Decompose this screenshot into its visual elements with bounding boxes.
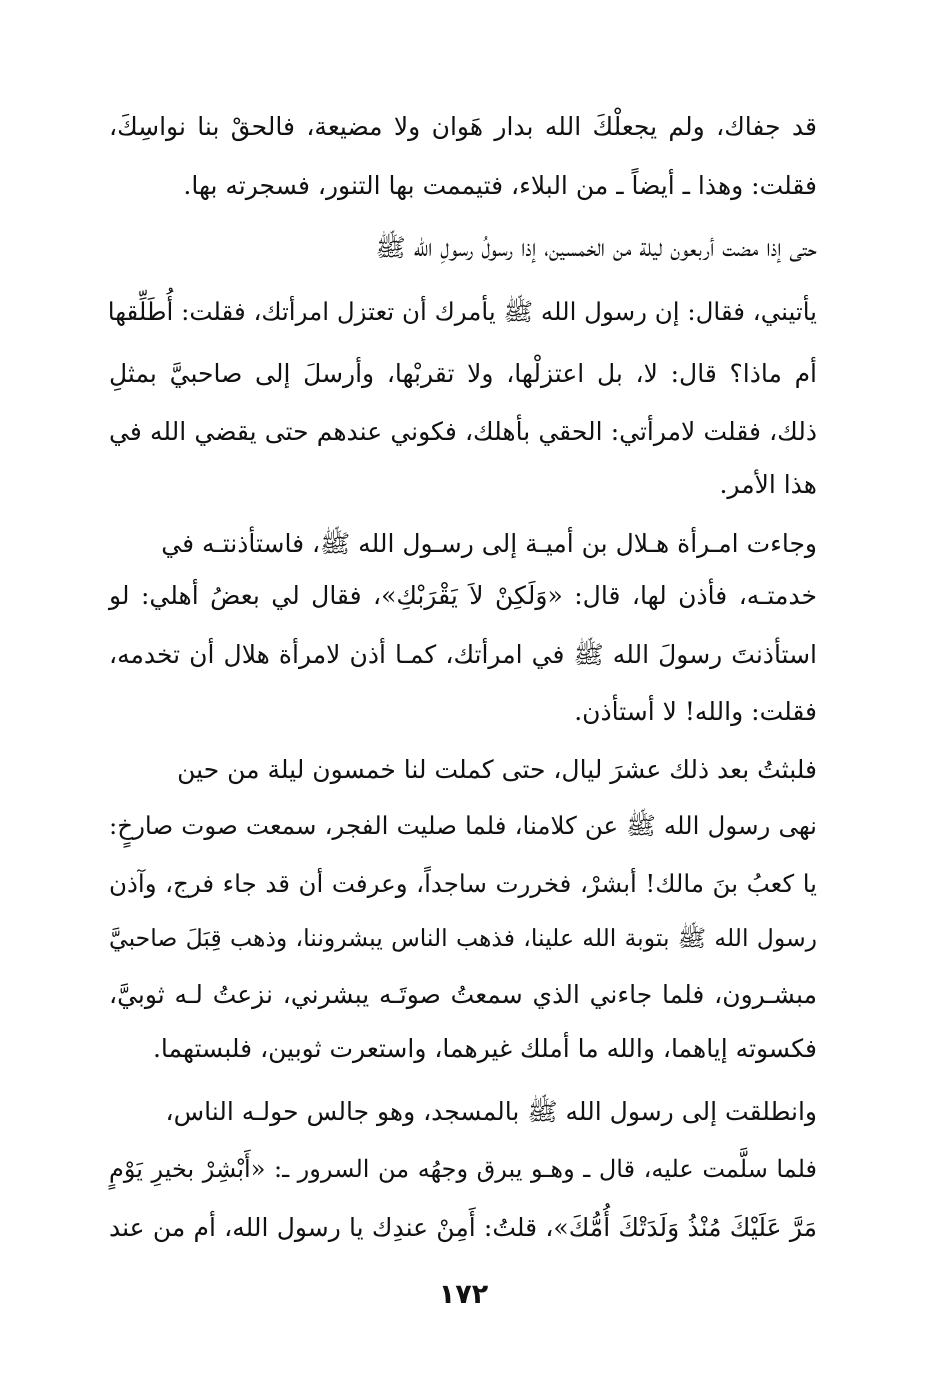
text-line: يا كعبُ بنَ مالك! أبشرْ، فخررت ساجداً، وعرفت أن قد جاء فرج، وآذن	[109, 869, 817, 898]
text-line: فلبثتُ بعد ذلك عشرَ ليال، حتى كملت لنا خمسون ليلة من حين	[177, 755, 817, 784]
text-line: استأذنتَ رسولَ الله ﷺ في امرأتك، كمـا أذن لامرأة هلال أن تخدمه،	[109, 640, 817, 669]
text-line: حتى إذا مضت أربعون ليلة من الخمسين، إذا رسولُ رسولِ الله ﷺ	[375, 233, 817, 262]
text-line: ذلك، فقلت لامرأتي: الحقي بأهلك، فكوني عندهم حتى يقضي الله في	[109, 417, 817, 446]
text-line: فقلت: وهذا ـ أيضاً ـ من البلاء، فتيممت بها التنور، فسجرته بها.	[183, 171, 817, 200]
text-line: فقلت: والله! لا أستأذن.	[574, 697, 817, 726]
text-line: قد جفاك، ولم يجعلْكَ الله بدار هَوان ولا مضيعة، فالحقْ بنا نواسِكَ،	[109, 112, 817, 141]
text-line: نهى رسول الله ﷺ عن كلامنا، فلما صليت الفجر، سمعت صوت صارخٍ:	[109, 811, 817, 840]
text-line: وانطلقت إلى رسول الله ﷺ بالمسجد، وهو جالس حولـه الناس،	[165, 1097, 817, 1126]
text-line: فلما سلَّمت عليه، قال ـ وهـو يبرق وجهُه من السرور ـ: «أَبْشِرْ بخيرِ يَوْمٍ	[109, 1155, 817, 1183]
text-line: مَرَّ عَلَيْكَ مُنْذُ وَلَدَتْكَ أُمُّكَ»، قلتُ: أَمِنْ عندِك يا رسول الله، أم من عند	[109, 1213, 817, 1242]
text-line: أم ماذا؟ قال: لا، بل اعتزلْها، ولا تقربْها، وأرسلَ إلى صاحبيَّ بمثلِ	[109, 359, 817, 388]
page-number: ١٧٢	[438, 1279, 489, 1310]
text-line: هذا الأمر.	[719, 470, 817, 499]
text-line: يأتيني، فقال: إن رسول الله ﷺ يأمرك أن تعتزل امرأتك، فقلت: أُطَلِّقها	[107, 297, 817, 326]
text-line: فكسوته إياهما، والله ما أملك غيرهما، واستعرت ثوبين، فلبستهما.	[152, 1034, 817, 1063]
text-line: وجاءت امـرأة هـلال بن أميـة إلى رسـول الله ﷺ، فاستأذنتـه في	[161, 529, 817, 558]
text-line: خدمتـه، فأذن لها، قال: «وَلَكِنْ لاَ يَقْرَبْكِ»، فقال لي بعضُ أهلي: لو	[109, 581, 817, 610]
text-line: مبشـرون، فلما جاءني الذي سمعتُ صوتَـه يبشرني، نزعتُ لـه ثوبيَّ،	[109, 980, 817, 1009]
text-line: رسول الله ﷺ بتوبة الله علينا، فذهب الناس يبشروننا، وذهب قِبَلَ صاحبيَّ	[109, 924, 817, 952]
